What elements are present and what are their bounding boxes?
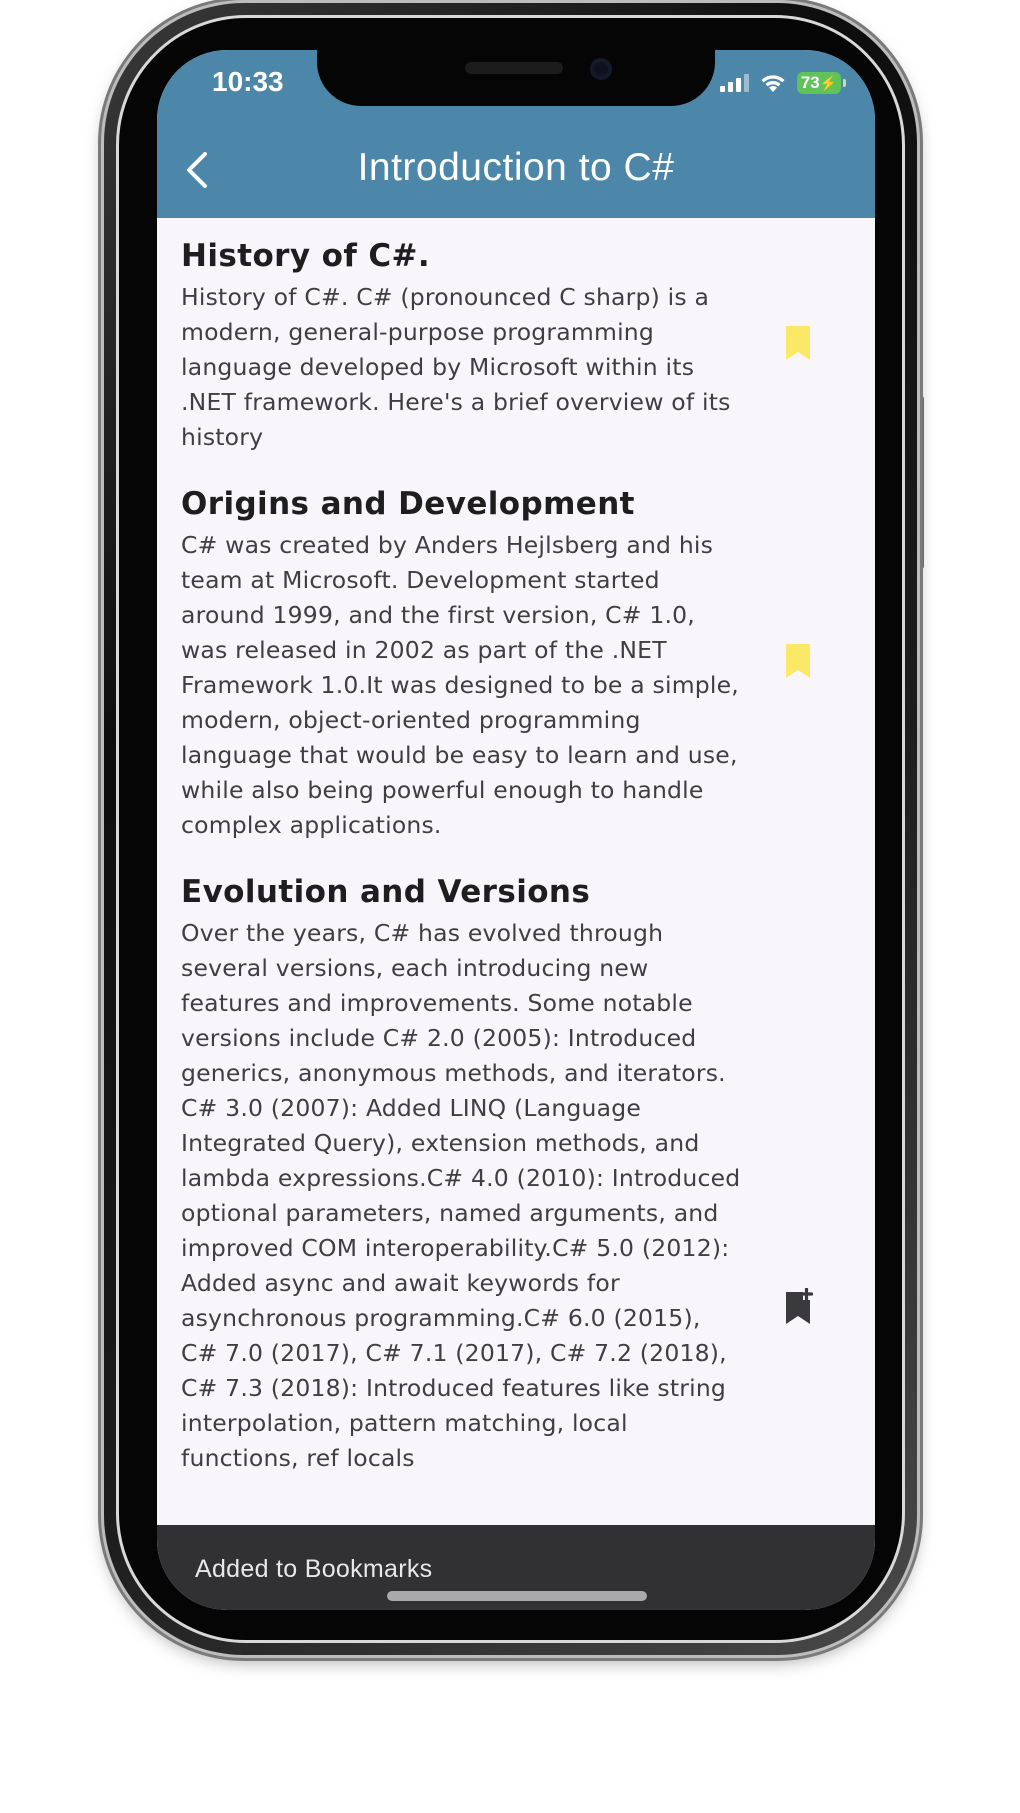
bookmark-add-icon[interactable] bbox=[781, 1288, 815, 1328]
section-heading: History of C#. bbox=[181, 238, 431, 274]
wifi-icon bbox=[759, 72, 787, 94]
lesson-section bbox=[181, 238, 741, 455]
section-body: History of C#. C# (pronounced C sharp) is a modern, general-purpose programming language developed by Microsoft within its .NET framework. Here's a brief overview of its history bbox=[181, 283, 731, 451]
notch bbox=[317, 50, 715, 106]
battery-indicator bbox=[797, 72, 841, 94]
page-title: Introduction to C# bbox=[357, 146, 675, 189]
battery-level: 73 bbox=[800, 73, 820, 92]
lesson-section bbox=[181, 486, 741, 843]
section-body: C# was created by Anders Hejlsberg and his team at Microsoft. Development started around 1999, and the first version, C# 1.0, was released in 2002 as part of the .NET Framework 1.0.It was designed to be a simple, modern, object-oriented programming language that would be easy to learn and use, while also being powerful enough to handle complex applications. bbox=[181, 531, 739, 839]
cellular-signal-icon bbox=[719, 73, 749, 93]
lesson-section bbox=[181, 874, 741, 1476]
section-heading: Evolution and Versions bbox=[181, 874, 591, 910]
screen bbox=[157, 50, 875, 1610]
bookmark-filled-icon[interactable] bbox=[781, 642, 815, 682]
home-indicator[interactable] bbox=[387, 1591, 647, 1601]
section-heading: Origins and Development bbox=[181, 486, 635, 522]
bookmark-filled-icon[interactable] bbox=[781, 324, 815, 364]
status-time: 10:33 bbox=[212, 66, 284, 97]
charging-icon: ⚡ bbox=[819, 74, 838, 91]
section-body: Over the years, C# has evolved through several versions, each introducing new features and improvements. Some notable versions include C# 2.0 (2005): Introduced generics, anonymous methods, and iterators. C# 3.0 (2007): Added LINQ (Language Integrated Query), extension methods, and lambda expressions.C# 4.0 (2010): Introduced optional parameters, named arguments, and improved COM interoperability.C# 5.0 (2012): Added async and await keywords for asynchronous programming.C# 6.0 (2015), C# 7.0 (2017), C# 7.1 (2017), C# 7.2 (2018), C# 7.3 (2018): Introduced features like string interpolation, pattern matching, local functions, ref locals bbox=[181, 919, 741, 1472]
speaker-grille bbox=[465, 62, 563, 74]
app-header bbox=[157, 50, 875, 218]
front-camera bbox=[590, 58, 612, 80]
status-icons bbox=[719, 72, 841, 94]
snackbar-message: Added to Bookmarks bbox=[195, 1555, 433, 1583]
lesson-content[interactable] bbox=[157, 218, 875, 1525]
